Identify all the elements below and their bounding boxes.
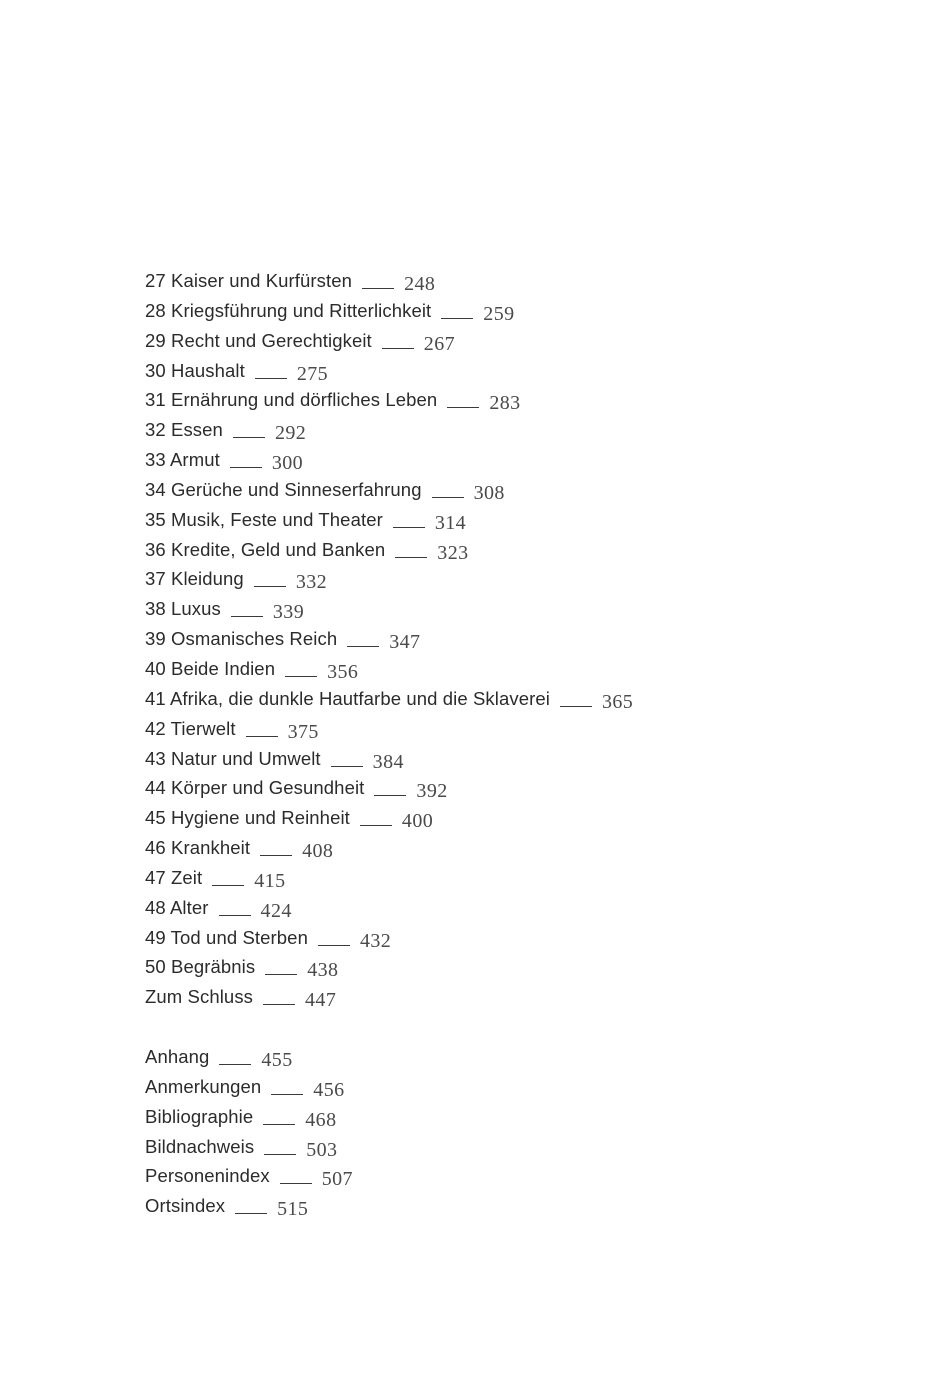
toc-entry [145,803,633,833]
leader-rule [254,586,286,587]
toc-entry-title: 42 Tierwelt [145,717,236,739]
toc-entry-page-number: 323 [437,541,469,564]
toc-entry-page-number: 332 [295,571,328,594]
toc-entry-page-number: 283 [489,392,521,415]
toc-entry-page-number: 259 [483,302,515,325]
toc-entry-page-number: 424 [260,899,292,922]
toc-entry [145,684,633,714]
toc-entry-page-number: 503 [306,1138,338,1161]
toc-entry-title: Anmerkungen [145,1075,262,1097]
toc-entry [145,326,633,356]
toc-entry-page-number: 455 [261,1049,293,1072]
toc-entry [145,773,633,803]
toc-entry-title: 45 Hygiene und Reinheit [145,807,350,829]
toc-entry-page-number: 347 [389,631,421,654]
toc-entry-title: 36 Kredite, Geld und Banken [145,538,386,560]
leader-rule [219,1064,251,1065]
toc-entry-page-number: 248 [404,273,436,295]
toc-entry-page-number: 515 [277,1198,309,1221]
leader-rule [260,855,292,856]
toc-entry [145,923,633,953]
toc-entry-page-number: 300 [271,452,304,475]
leader-rule [374,795,406,796]
toc-entry [145,893,633,923]
leader-rule [265,974,297,975]
leader-rule [263,1124,295,1125]
toc-entry-title: 28 Kriegsführung und Ritterlichkeit [145,299,432,321]
toc-entry [145,833,633,863]
toc-entry [145,475,633,505]
toc-entry [145,1042,633,1072]
toc-entry-title: 50 Begräbnis [145,956,256,978]
toc-entry [145,445,633,475]
toc-entry [145,1191,633,1221]
leader-rule [395,557,427,558]
toc-entry-title: 37 Kleidung [145,568,244,590]
toc-entry [145,296,633,326]
toc-entry-page-number: 267 [423,332,455,355]
toc-entry [145,654,633,684]
leader-rule [263,1004,295,1005]
leader-rule [560,706,592,707]
leader-rule [271,1094,303,1095]
toc-entry-page-number: 456 [313,1078,345,1101]
toc-entry-title: Zum Schluss [145,986,254,1008]
leader-rule [219,915,251,916]
leader-rule [331,766,363,767]
toc-entry-page-number: 438 [307,959,339,982]
toc-entry [145,415,633,445]
leader-rule [246,736,278,737]
toc-entry-page-number: 415 [254,869,286,892]
toc-entry-title: 35 Musik, Feste und Theater [145,508,383,530]
toc-entry-title: 29 Recht und Gerechtigkeit [145,329,372,351]
toc-entry [145,1072,633,1102]
toc-entry-page-number: 292 [274,422,307,445]
toc-entry [145,356,633,386]
toc-entry [145,535,633,565]
toc-entry [145,624,633,654]
toc-entry-title: 30 Haushalt [145,359,245,381]
toc-entry-title: 33 Armut [145,449,220,471]
toc-entry-title: 31 Ernährung und dörfliches Leben [145,389,438,411]
toc-entry [145,1132,633,1162]
leader-rule [280,1183,312,1184]
toc-entry-page-number: 365 [601,690,634,713]
leader-rule [231,616,263,617]
leader-rule [255,378,287,379]
toc-entry-title: 43 Natur und Umwelt [145,747,321,769]
leader-rule [233,437,265,438]
toc-entry [145,1102,633,1132]
leader-rule [264,1154,296,1155]
leader-rule [212,885,244,886]
toc-entry-page-number: 308 [473,481,505,504]
toc-entry-page-number: 432 [359,929,392,952]
toc-entry-title: 27 Kaiser und Kurfürsten [145,270,353,291]
toc-appendix [145,1042,633,1221]
toc-entry-title: Bildnachweis [145,1135,255,1157]
toc-entry [145,594,633,624]
toc-entry [145,982,633,1012]
toc-entry-title: Bibliographie [145,1105,254,1127]
toc-entry-title: 46 Krankheit [145,837,251,859]
leader-rule [362,288,394,289]
toc-entry [145,863,633,893]
toc-entry-page-number: 400 [401,810,434,833]
toc-entry-title: Anhang [145,1046,210,1068]
toc-entry-page-number: 392 [416,780,448,803]
toc-entry-page-number: 507 [321,1168,353,1191]
toc-entry-title: 34 Gerüche und Sinneserfahrung [145,478,422,500]
leader-rule [447,407,479,408]
leader-rule [382,348,414,349]
toc-entry-title: 44 Körper und Gesundheit [145,777,365,799]
toc-entry-title: 39 Osmanisches Reich [145,628,338,650]
leader-rule [230,467,262,468]
toc-entry-page-number: 314 [434,511,467,534]
leader-rule [347,646,379,647]
toc-entry-page-number: 408 [302,840,334,863]
toc-entry-page-number: 275 [296,362,329,385]
leader-rule [360,825,392,826]
toc-entry [145,744,633,774]
toc-entry-title: 40 Beide Indien [145,657,276,679]
leader-rule [318,945,350,946]
toc-entry-page-number: 356 [327,660,359,683]
toc-entry-page-number: 339 [272,601,305,624]
toc-entry-title: 49 Tod und Sterben [145,926,308,948]
toc-entry [145,266,633,296]
toc-entry-title: 47 Zeit [145,866,203,888]
leader-rule [285,676,317,677]
toc-entry [145,564,633,594]
toc-entry [145,714,633,744]
leader-rule [432,497,464,498]
toc-entry [145,505,633,535]
toc-chapters [145,266,633,1012]
toc-entry-title: 38 Luxus [145,598,221,620]
toc-entry [145,1161,633,1191]
toc-entry-page-number: 384 [372,750,404,773]
toc-entry-title: 48 Alter [145,896,209,918]
toc-entry-title: Personenindex [145,1165,270,1187]
toc-entry [145,385,633,415]
toc-entry-title: Ortsindex [145,1195,226,1217]
toc-entry-page-number: 375 [287,720,319,743]
leader-rule [441,318,473,319]
table-of-contents [145,266,633,1221]
toc-entry-title: 41 Afrika, die dunkle Hautfarbe und die Sklaverei [145,687,550,709]
toc-entry [145,952,633,982]
toc-entry-title: 32 Essen [145,419,223,441]
leader-rule [393,527,425,528]
toc-entry-page-number: 468 [305,1108,337,1131]
leader-rule [235,1213,267,1214]
toc-entry-page-number: 447 [305,989,337,1012]
